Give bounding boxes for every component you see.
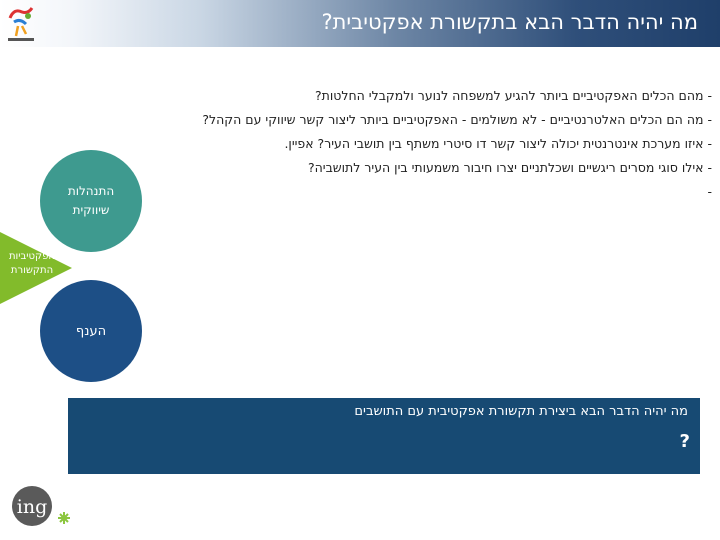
circle-label: הענף [75,323,107,339]
bullet-text: אילו סוגי מסרים ריגשיים ושכלתניים יצרו חיבור משמעותי בין העיר לתושביה? [307,160,704,175]
circle-label-line2: שיווקית [72,203,110,217]
bar-question-mark: ? [679,431,690,452]
bullet-dash: - [707,136,712,151]
list-item [112,108,712,132]
list-item [112,180,712,204]
question-list [112,84,712,204]
ing-logo-icon [6,482,76,538]
bullet-dash: - [707,184,712,199]
list-item [112,84,712,108]
page-title: מה יהיה הדבר הבא בתקשורת אפקטיבית? [321,10,698,34]
list-item [112,156,712,180]
circle-label-line1: התנהלות [67,184,115,198]
branch-circle[interactable] [40,280,142,382]
triangle-label [0,250,64,278]
list-item [112,132,712,156]
triangle-label-line2: התקשורת [10,265,54,276]
ing-logo-text: ing [16,496,48,518]
triangle-label-line1: אפקטיביות [8,251,56,262]
bullet-text: מהם הכלים האפקטיביים ביותר להגיע למשפחה לנוער ולמקבלי החלטות? [315,88,704,103]
bar-text: מה יהיה הדבר הבא ביצירת תקשורת אפקטיבית עם התושבים [354,404,688,419]
sports-logo-icon [4,4,38,44]
bullet-dash: - [707,112,712,127]
bullet-text: איזו מערכת אינטרנטית יכולה ליצור קשר דו סיטרי משתף בין תושבי העיר? אפיין. [284,136,704,151]
bullet-dash: - [707,160,712,175]
question-bar [68,398,700,474]
bullet-dash: - [707,88,712,103]
bullet-text: מה הם הכלים האלטרנטיביים - לא משולמים - האפקטיביים ביותר ליצור קשר שיווקי עם הקהל? [202,112,704,127]
header-banner [0,0,720,47]
